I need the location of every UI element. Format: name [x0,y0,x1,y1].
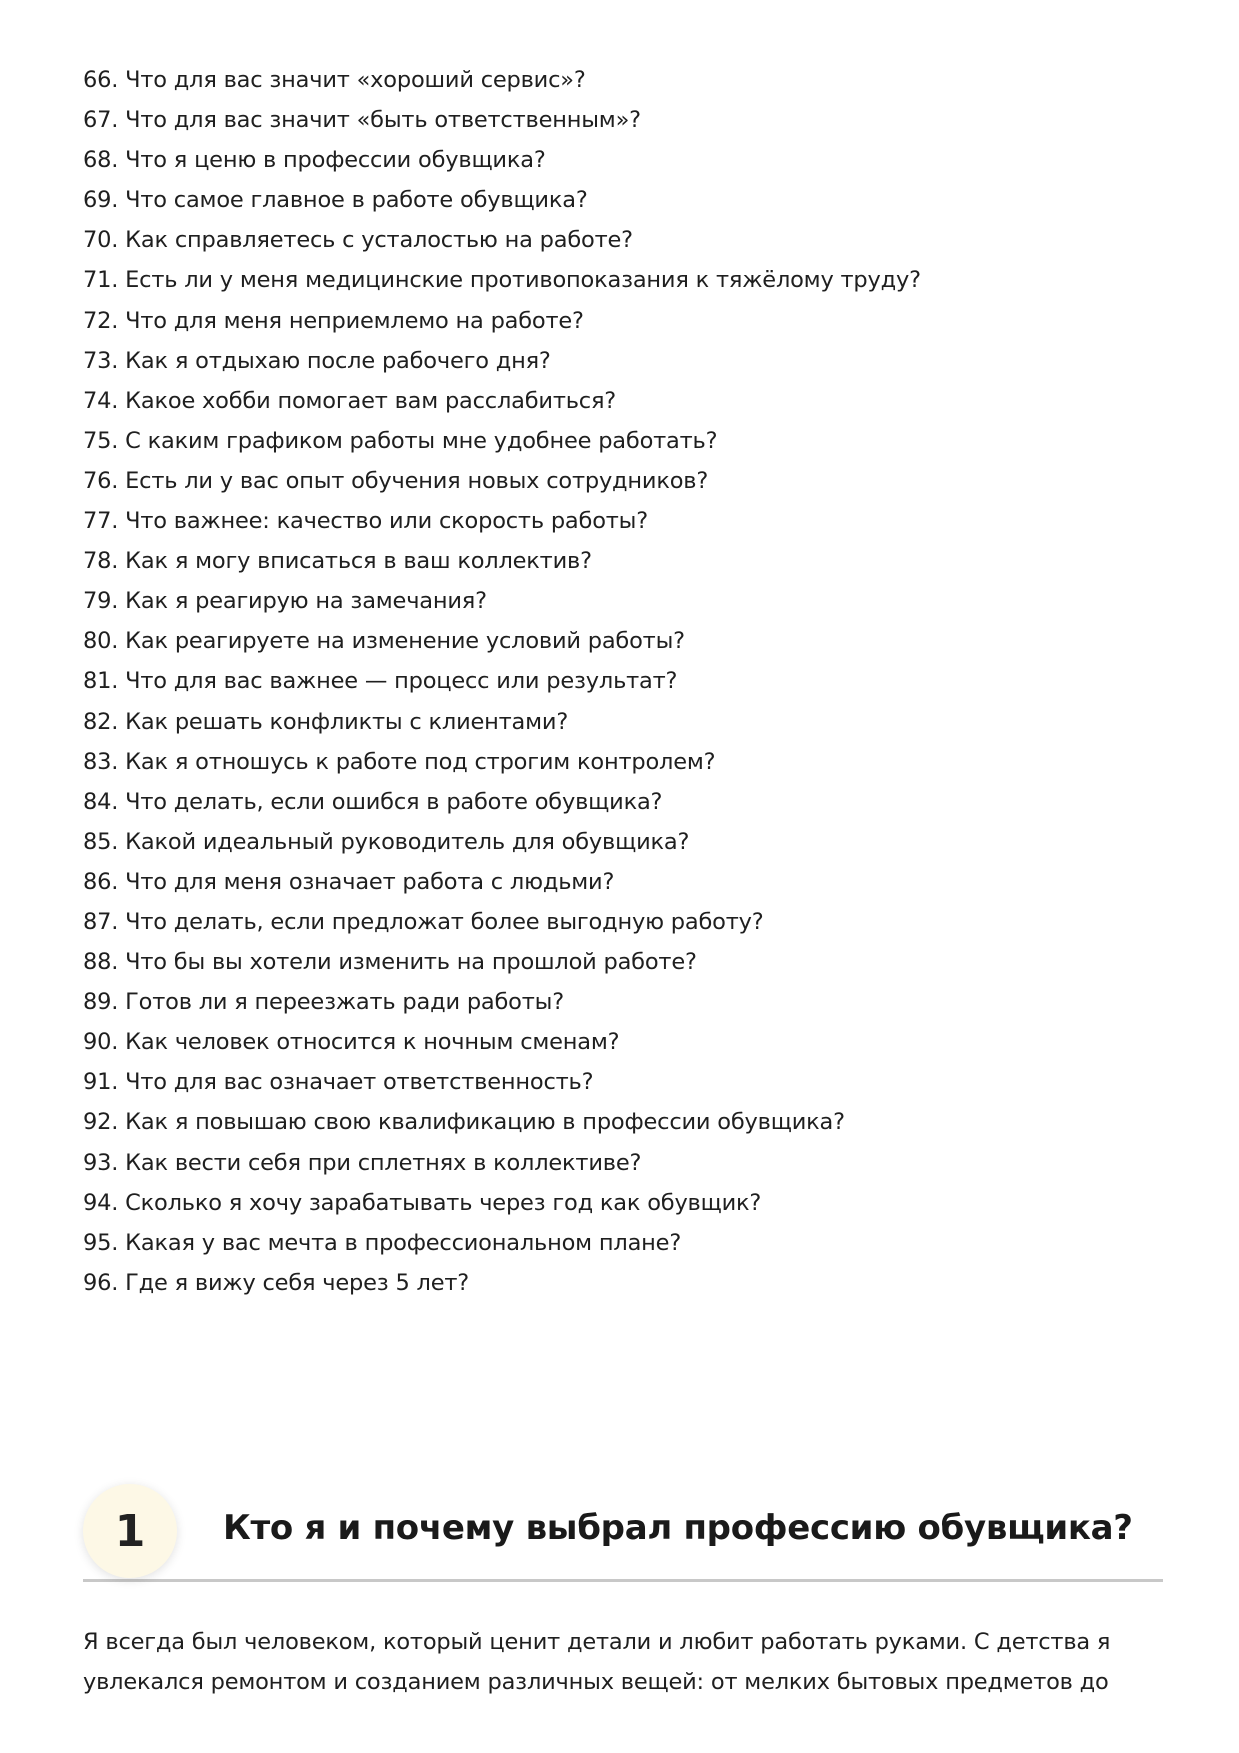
list-item: 67. Что для вас значит «быть ответственным»? [83,107,641,134]
list-item: 74. Какое хобби помогает вам расслабиться? [83,387,617,414]
list-item: 81. Что для вас важнее — процесс или результат? [83,668,678,695]
list-item: 75. С каким графиком работы мне удобнее работать? [83,427,718,454]
section-number-badge: 1 [83,1484,177,1578]
list-item: 85. Какой идеальный руководитель для обувщика? [83,828,690,855]
body-paragraph: Я всегда был человеком, который ценит детали и любит работать руками. С детства я увлекался ремонтом и созданием различных вещей: от мелких бытовых предметов до [83,1629,1111,1695]
list-item: 77. Что важнее: качество или скорость работы? [83,508,648,535]
list-item: 71. Есть ли у меня медицинские противопоказания к тяжёлому труду? [83,267,921,294]
list-item: 70. Как справляетесь с усталостью на работе? [83,227,633,254]
list-item: 83. Как я отношусь к работе под строгим контролем? [83,748,716,775]
list-item: 96. Где я вижу себя через 5 лет? [83,1269,470,1296]
list-item: 73. Как я отдыхаю после рабочего дня? [83,347,551,374]
list-item: 69. Что самое главное в работе обувщика? [83,187,588,214]
list-item: 78. Как я могу вписаться в ваш коллектив? [83,548,592,575]
page-content [83,60,1163,1303]
list-item: 93. Как вести себя при сплетнях в коллективе? [83,1149,642,1176]
question-list [83,60,1163,1303]
list-item: 86. Что для меня означает работа с людьми? [83,868,615,895]
list-item: 84. Что делать, если ошибся в работе обувщика? [83,788,663,815]
list-item: 88. Что бы вы хотели изменить на прошлой работе? [83,949,697,976]
list-item: 91. Что для вас означает ответственность? [83,1069,594,1096]
list-item: 90. Как человек относится к ночным сменам? [83,1029,620,1056]
list-item: 68. Что я ценю в профессии обувщика? [83,147,546,174]
list-item: 72. Что для меня неприемлемо на работе? [83,307,584,334]
list-item: 66. Что для вас значит «хороший сервис»? [83,67,586,93]
list-item: 92. Как я повышаю свою квалификацию в профессии обувщика? [83,1109,845,1136]
list-item: 89. Готов ли я переезжать ради работы? [83,989,564,1016]
list-item: 76. Есть ли у вас опыт обучения новых сотрудников? [83,467,709,494]
list-item: 94. Сколько я хочу зарабатывать через год как обувщик? [83,1189,762,1216]
section-header [83,1480,1163,1582]
list-item: 95. Какая у вас мечта в профессиональном плане? [83,1229,682,1256]
list-item: 87. Что делать, если предложат более выгодную работу? [83,908,764,935]
list-item: 80. Как реагируете на изменение условий работы? [83,628,685,655]
list-item: 79. Как я реагирую на замечания? [83,588,487,615]
list-item: 82. Как решать конфликты с клиентами? [83,708,569,735]
section-title: Кто я и почему выбрал профессию обувщика? [223,1508,1133,1548]
